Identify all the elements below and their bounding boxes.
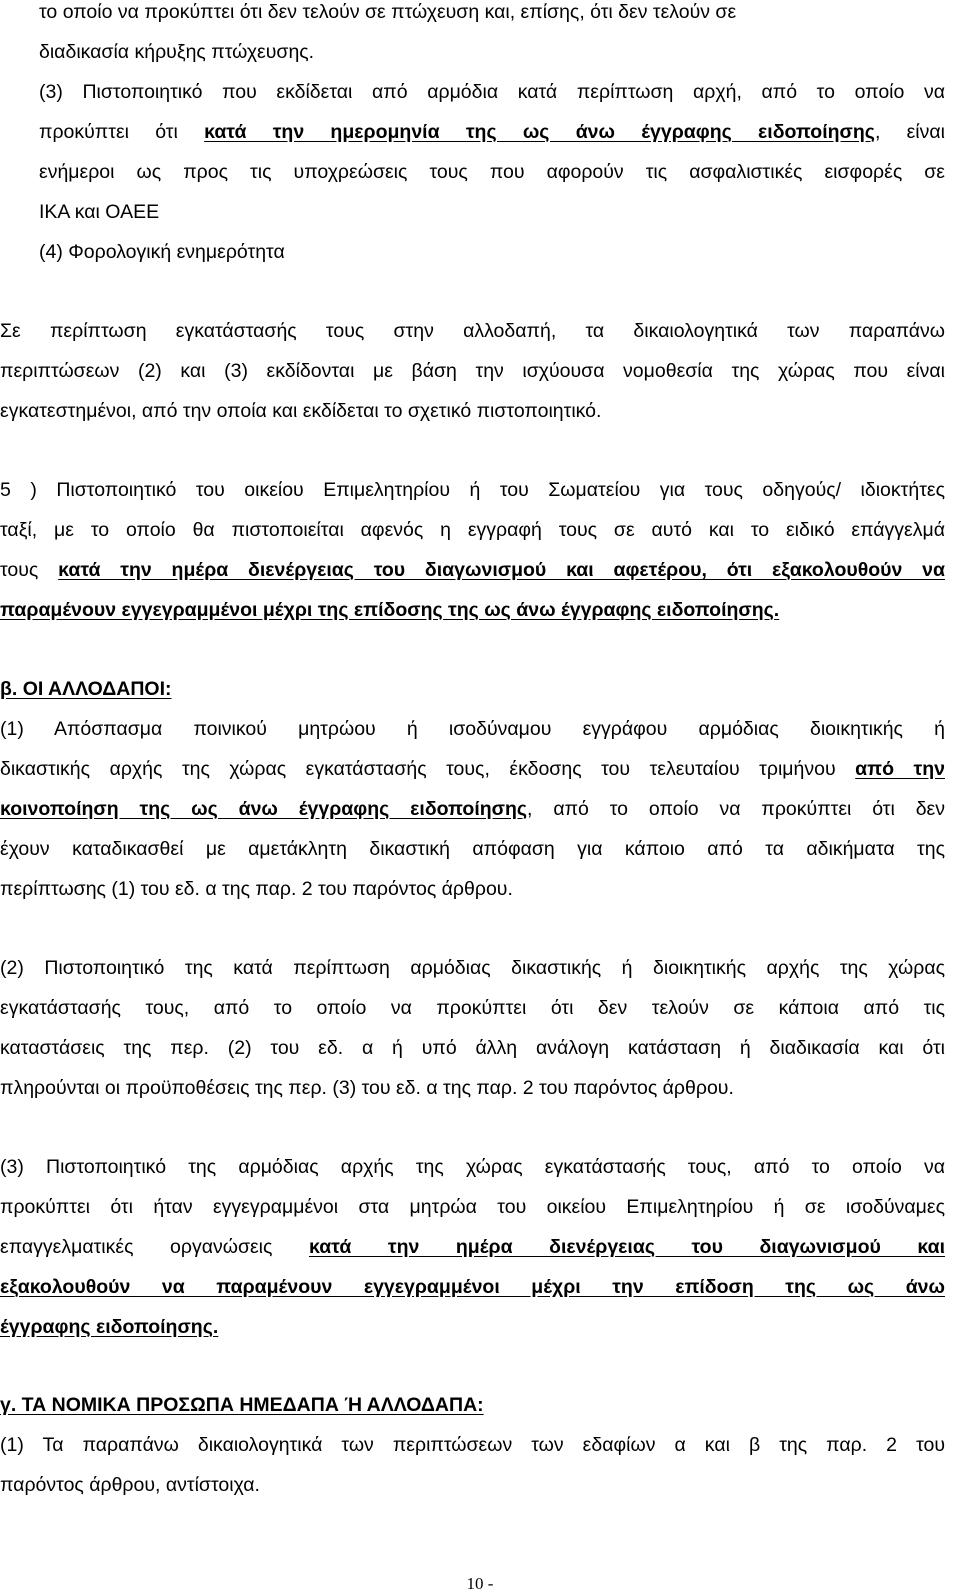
text-run: επαγγελματικές οργανώσεις	[0, 1236, 309, 1258]
cont-a-line-1	[39, 0, 736, 24]
foreign-para-line-1	[0, 319, 945, 343]
text-run: εγκατεστημένοι, από την οποία και εκδίδεται το σχετικό πιστοποιητικό.	[0, 400, 602, 422]
text-run: προκύπτει ότι ήταν εγγεγραμμένοι στα μητρώα του οικείου Επιμελητηρίου ή σε ισοδύναμες	[0, 1196, 945, 1218]
item-1-b-line-2	[0, 757, 945, 781]
item-3-b-line-4	[0, 1275, 945, 1299]
text-run: (4) Φορολογική ενημερότητα	[39, 241, 285, 263]
item-5-line-1	[0, 478, 945, 502]
page-number: 10 -	[466, 1574, 494, 1593]
text-run: τους	[0, 559, 59, 581]
item-1-b-line-4	[0, 837, 945, 861]
text-run: εγκατάστασής τους, από το οποίο να προκύπτει ότι δεν τελούν σε κάποια από τις	[0, 997, 945, 1019]
text-run: περίπτωσης (1) του εδ. α της παρ. 2 του παρόντος άρθρου.	[0, 878, 513, 900]
text-run: δικαστικής αρχής της χώρας εγκατάστασής τους, έκδοσης του τελευταίου τριμήνου	[0, 758, 856, 780]
text-run: γ. ΤΑ ΝΟΜΙΚΑ ΠΡΟΣΩΠΑ ΗΜΕΔΑΠΑ Ή ΑΛΛΟΔΑΠΑ:	[0, 1394, 484, 1416]
cont-a-line-2	[39, 40, 314, 64]
item-4-a-line-1	[39, 240, 285, 264]
item-2-b-line-3	[0, 1036, 945, 1060]
item-5-line-2	[0, 518, 945, 542]
text-run: ενήμεροι ως προς τις υποχρεώσεις τους που αφορούν τις ασφαλιστικές εισφορές σε	[39, 161, 945, 183]
text-run: κοινοποίηση της ως άνω έγγραφης ειδοποίησης	[0, 798, 528, 820]
item-3-a-line-2	[39, 120, 945, 144]
text-run: έγγραφης ειδοποίησης.	[0, 1316, 219, 1338]
heading-b-line-1	[0, 677, 172, 701]
text-run: κατά την ημέρα διενέργειας του διαγωνισμού και	[308, 1236, 946, 1258]
foreign-para-line-2	[0, 359, 945, 383]
item-5-line-4	[0, 598, 779, 622]
item-2-b-line-2	[0, 996, 945, 1020]
text-run: παρόντος άρθρου, αντίστοιχα.	[0, 1474, 260, 1496]
text-run: καταστάσεις της περ. (2) του εδ. α ή υπό άλλη ανάλογη κατάσταση ή διαδικασία και ότι	[0, 1037, 945, 1059]
item-3-b-line-5	[0, 1315, 218, 1339]
text-run: εξακολουθούν να παραμένουν εγγεγραμμένοι μέχρι την επίδοση της ως άνω	[0, 1276, 945, 1298]
text-run: περιπτώσεων (2) και (3) εκδίδονται με βάση την ισχύουσα νομοθεσία της χώρας που είναι	[0, 360, 945, 382]
item-3-a-line-4	[39, 200, 159, 224]
item-3-b-line-3	[0, 1235, 945, 1259]
text-run: το οποίο να προκύπτει ότι δεν τελούν σε πτώχευση και, επίσης, ότι δεν τελούν σε	[39, 1, 737, 23]
text-run: (3) Πιστοποιητικό της αρμόδιας αρχής της χώρας εγκατάστασής τους, από το οποίο να	[0, 1156, 945, 1178]
text-run: παραμένουν εγγεγραμμένοι μέχρι της επίδοσης της ως άνω έγγραφης ειδοποίησης.	[0, 599, 780, 621]
text-run: (2) Πιστοποιητικό της κατά περίπτωση αρμόδιας δικαστικής ή διοικητικής αρχής της χώρας	[0, 957, 945, 979]
text-run: κατά την ημέρα διενέργειας του διαγωνισμού και αφετέρου, ότι εξακολουθούν να	[58, 559, 945, 581]
item-1-b-line-3	[0, 797, 945, 821]
text-run: διαδικασία κήρυξης πτώχευσης.	[39, 41, 315, 63]
item-3-b-line-1	[0, 1155, 945, 1179]
text-run: κατά την ημερομηνία της ως άνω έγγραφης ειδοποίησης	[204, 121, 875, 143]
item-3-a-line-3	[39, 160, 945, 184]
foreign-para-line-3	[0, 399, 601, 423]
text-run: (1) Απόσπασμα ποινικού μητρώου ή ισοδύναμου εγγράφου αρμόδιας διοικητικής ή	[0, 718, 945, 740]
item-1-c-line-1	[0, 1433, 945, 1457]
text-run: , είναι	[874, 121, 945, 143]
text-run: προκύπτει ότι	[39, 121, 205, 143]
text-run: από την	[855, 758, 945, 780]
text-run: (1) Τα παραπάνω δικαιολογητικά των περιπτώσεων των εδαφίων α και β της παρ. 2 του	[0, 1434, 945, 1456]
text-run: έχουν καταδικασθεί με αμετάκλητη δικαστική απόφαση για κάποιο από τα αδικήματα της	[0, 838, 945, 860]
text-run: ΙΚΑ και ΟΑΕΕ	[39, 201, 160, 223]
item-3-b-line-2	[0, 1195, 945, 1219]
heading-c-line-1	[0, 1393, 484, 1417]
text-run: πληρούνται οι προϋποθέσεις της περ. (3) του εδ. α της παρ. 2 του παρόντος άρθρου.	[0, 1077, 734, 1099]
text-run: , από το οποίο να προκύπτει ότι δεν	[527, 798, 945, 820]
text-run: β. ΟΙ ΑΛΛΟΔΑΠΟΙ:	[0, 678, 172, 700]
item-5-line-3	[0, 558, 945, 582]
text-run: (3) Πιστοποιητικό που εκδίδεται από αρμόδια κατά περίπτωση αρχή, από το οποίο να	[39, 81, 945, 103]
item-2-b-line-4	[0, 1076, 734, 1100]
item-1-b-line-1	[0, 717, 945, 741]
item-1-c-line-2	[0, 1473, 260, 1497]
text-run: Σε περίπτωση εγκατάστασής τους στην αλλοδαπή, τα δικαιολογητικά των παραπάνω	[0, 320, 945, 342]
item-1-b-line-5	[0, 877, 513, 901]
item-2-b-line-1	[0, 956, 945, 980]
text-run: 5 ) Πιστοποιητικό του οικείου Επιμελητηρίου ή του Σωματείου για τους οδηγούς/ ιδιοκτήτες	[0, 479, 945, 501]
text-run: ταξί, με το οποίο θα πιστοποιείται αφενός η εγγραφή τους σε αυτό και το ειδικό επάγγελμά	[0, 519, 945, 541]
item-3-a-line-1	[39, 80, 945, 104]
